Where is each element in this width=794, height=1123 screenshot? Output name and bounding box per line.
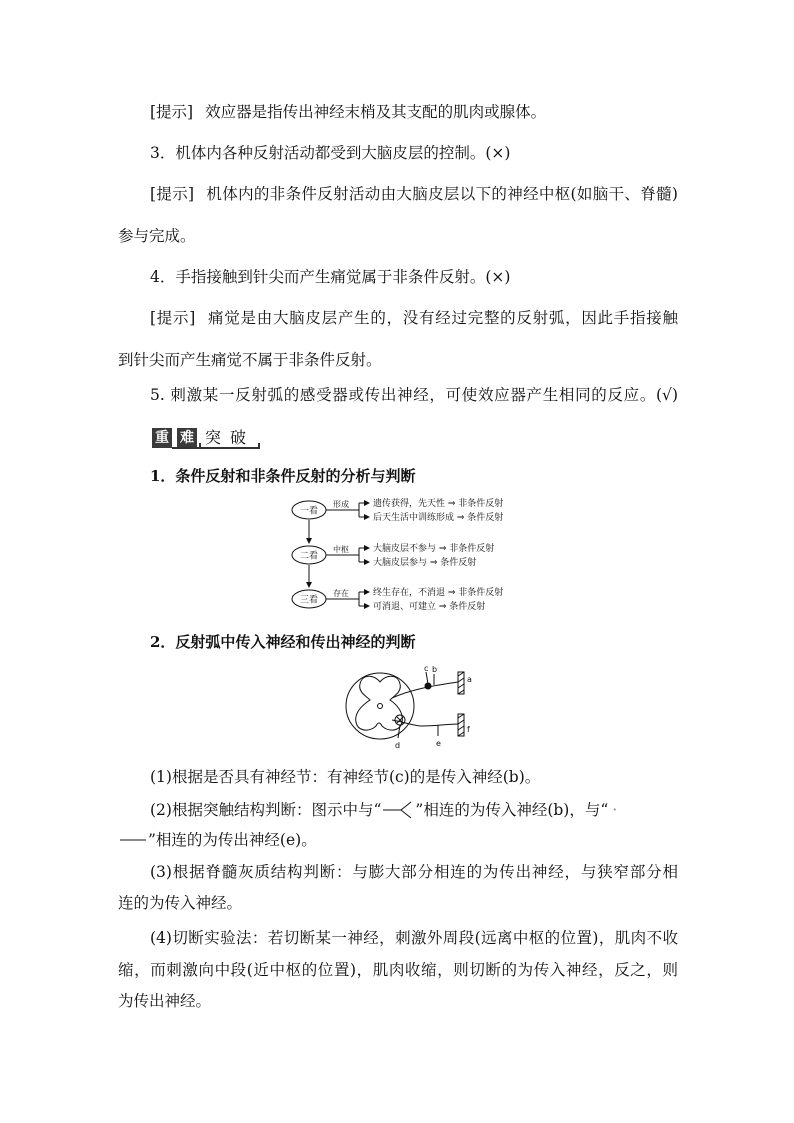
criterion-3-label: 存在	[333, 589, 349, 598]
efferent-synapse-symbol	[118, 830, 148, 850]
para-2-text-a: (2)根据突触结构判断：图示中与“	[150, 801, 382, 819]
para-4-line-3: 为传出神经。	[118, 992, 212, 1010]
fig-label-e: e	[436, 739, 441, 748]
tip-2-line-1	[150, 184, 678, 204]
fig-label-d: d	[395, 741, 401, 750]
result-3b: 可消退、可建立 ⇒ 条件反射	[373, 602, 486, 612]
result-3a: 终生存在，不消退 ⇒ 非条件反射	[373, 588, 504, 598]
para-3-line-1: (3)根据脊髓灰质结构判断：与膨大部分相连的为传出神经，与狭窄部分相	[150, 863, 678, 881]
criterion-2-label: 中枢	[333, 545, 349, 554]
badge-tick	[258, 443, 260, 449]
fig-label-b: b	[432, 665, 438, 674]
fig-label-a: a	[467, 675, 472, 684]
tip-label: [提示]	[150, 185, 195, 203]
para-2-text-b: ”相连的为传入神经(b)，与“	[415, 801, 609, 819]
fig-label-f: f	[467, 725, 470, 734]
badge-tick	[199, 443, 201, 449]
badge-char-1: 重	[152, 428, 172, 448]
label-line-d	[398, 725, 400, 738]
item-3: 3．机体内各种反射活动都受到大脑皮层的控制。(×)	[150, 144, 511, 162]
label-line-c	[426, 672, 428, 684]
tip-text: 痛觉是由大脑皮层产生的，没有经过完整的反射弧，因此手指接触	[207, 309, 678, 327]
step-3-label: 三看	[299, 595, 319, 606]
tip-3-line-2: 到针尖而产生痛觉不属于非条件反射。	[118, 351, 382, 369]
para-1: (1)根据是否具有神经节：有神经节(c)的是传入神经(b)。	[150, 768, 541, 786]
result-1a: 遗传获得，先天性 ⇒ 非条件反射	[373, 499, 504, 509]
step-2-label: 二看	[299, 551, 319, 562]
para-3-line-2: 连的为传入神经。	[118, 894, 243, 912]
badge-char-3: 突	[205, 428, 222, 447]
item-4: 4．手指接触到针尖而产生痛觉属于非条件反射。(×)	[150, 268, 511, 286]
receptor-hatch	[458, 672, 464, 694]
tip-label: [提示]	[150, 103, 194, 121]
central-canal	[378, 704, 383, 709]
tip-1	[150, 102, 678, 122]
effector-hatch	[458, 714, 464, 736]
tip-text: 效应器是指传出神经末梢及其支配的肌肉或腺体。	[205, 103, 547, 121]
tip-text: 机体内的非条件反射活动由大脑皮层以下的神经中枢(如脑干、脊髓)	[206, 185, 678, 203]
tip-label: [提示]	[150, 309, 196, 327]
para-2-line-2	[118, 830, 678, 850]
result-2a: 大脑皮层不参与 ⇒ 非条件反射	[373, 544, 495, 554]
reflex-type-flow-diagram	[285, 492, 545, 616]
badge-char-2: 难	[177, 428, 197, 448]
badge-char-4: 破	[230, 428, 247, 447]
para-4-line-2: 缩，而刺激向中段(近中枢的位置)，肌肉收缩，则切断的为传入神经，反之，则	[118, 961, 678, 979]
para-2-text-c: ”相连的为传出神经(e)。	[148, 831, 317, 849]
tip-2-line-2: 参与完成。	[118, 227, 196, 245]
efferent-symbol-fragment: ·	[612, 801, 618, 819]
afferent-synapse-symbol	[381, 800, 415, 820]
para-4-line-1: (4)切断实验法：若切断某一神经，刺激外周段(远离中枢的位置)，肌肉不收	[150, 929, 678, 947]
reflex-arc-figure	[340, 660, 490, 756]
item-5: 5. 刺激某一反射弧的感受器或传出神经，可使效应器产生相同的反应。(√)	[150, 386, 678, 404]
spinal-cord-outline	[346, 673, 414, 739]
step-1-label: 一看	[299, 506, 319, 517]
criterion-1-label: 形成	[333, 500, 349, 509]
section-2-heading: 2．反射弧中传入神经和传出神经的判断	[150, 633, 416, 651]
result-2b: 大脑皮层参与 ⇒ 条件反射	[373, 558, 477, 568]
para-2-line-1	[150, 800, 678, 820]
section-badge	[150, 426, 262, 450]
fig-label-c: c	[424, 664, 429, 673]
tip-3-line-1	[150, 308, 678, 328]
result-1b: 后天生活中训练形成 ⇒ 条件反射	[373, 513, 504, 523]
section-1-heading: 1．条件反射和非条件反射的分析与判断	[150, 467, 416, 485]
